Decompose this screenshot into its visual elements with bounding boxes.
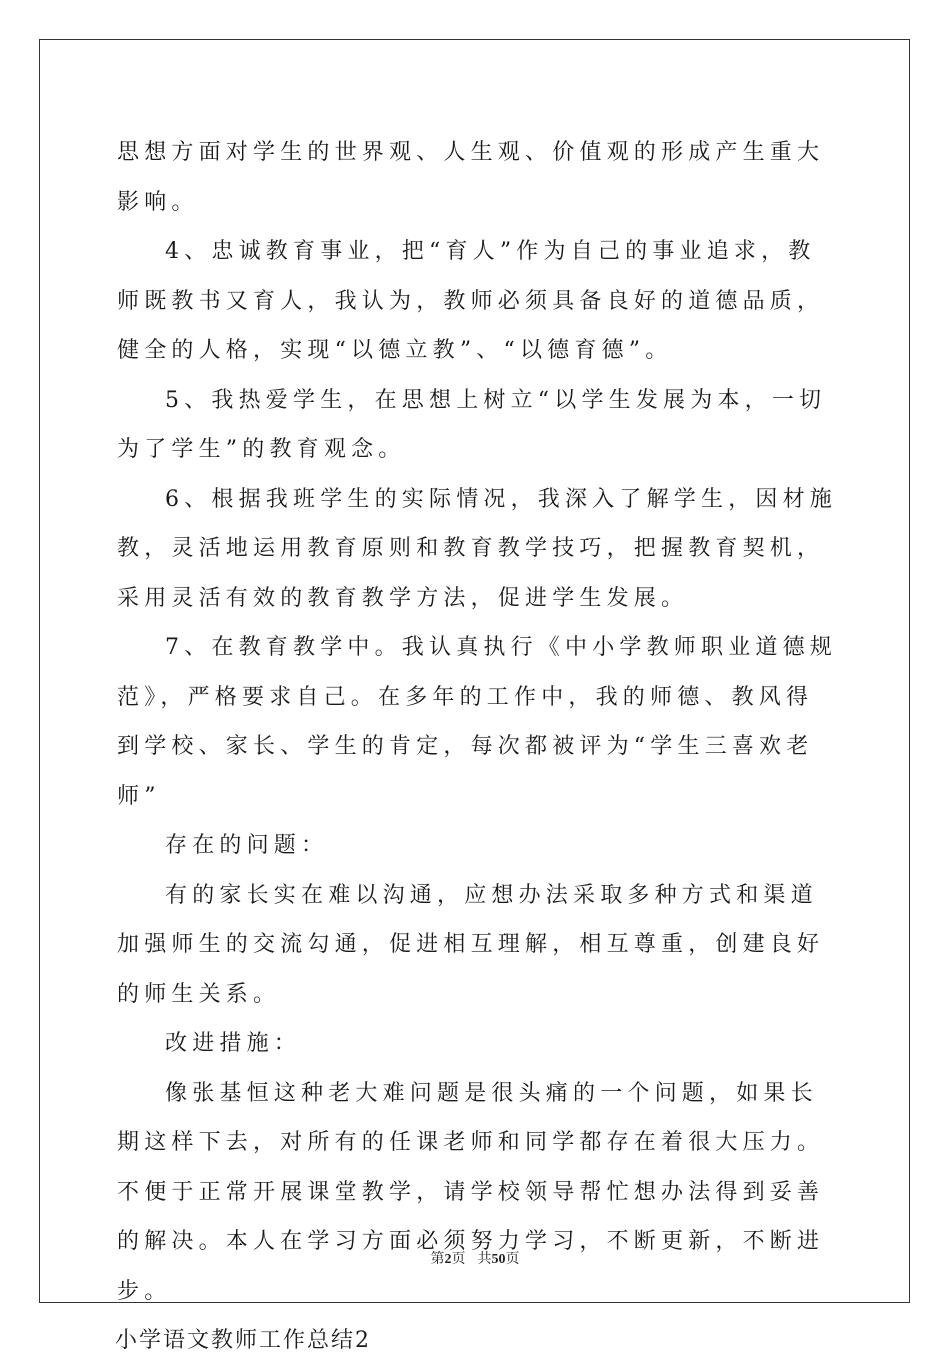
total-suffix: 页 [505,1252,520,1267]
paragraph-2: 4、忠诚教育事业，把“育人”作为自己的事业追求，教师既教书又育人，我认为，教师必须具备良好的道德品质，健全的人格，实现“以德立教”、“以德育德”。 [117,239,825,363]
page-footer [0,1248,950,1268]
paragraph-3: 5、我热爱学生，在思想上树立“以学生发展为本，一切为了学生”的教育观念。 [117,387,827,462]
total-pages: 50 [491,1252,506,1267]
problems-heading: 存在的问题： [165,833,329,858]
paragraph-4: 6、根据我班学生的实际情况，我深入了解学生，因材施教，灵活地运用教育原则和教育教学技巧，把握教育契机，采用灵活有效的教育教学方法，促进学生发展。 [117,486,837,611]
page-suffix: 页 [451,1252,466,1267]
page-prefix: 第 [430,1252,445,1267]
paragraph-7: 有的家长实在难以沟通，应想办法采取多种方式和渠道加强师生的交流勾通，促进相互理解，相互尊重，创建良好的师生关系。 [117,882,825,1007]
total-prefix: 共 [477,1252,492,1267]
page-number: 2 [444,1252,452,1267]
section-heading: 小学语文教师工作总结2 [115,1328,371,1353]
improvement-heading: 改进措施： [165,1031,302,1056]
document-body [117,128,837,1366]
paragraph-9: 像张基恒这种老大难问题是很头痛的一个问题，如果长期这样下去，对所有的任课老师和同学都存在着很大压力。不便于正常开展课堂教学，请学校领导帮忙想办法得到妥善的解决。本人在学习方面必须努力学习，不断更新，不断进步。 [117,1080,825,1304]
paragraph-5: 7、在教育教学中。我认真执行《中小学教师职业道德规范》，严格要求自己。在多年的工作中，我的师德、教风得到学校、家长、学生的肯定，每次都被评为“学生三喜欢老师” [117,635,837,809]
paragraph-1: 思想方面对学生的世界观、人生观、价值观的形成产生重大影响。 [117,140,825,215]
